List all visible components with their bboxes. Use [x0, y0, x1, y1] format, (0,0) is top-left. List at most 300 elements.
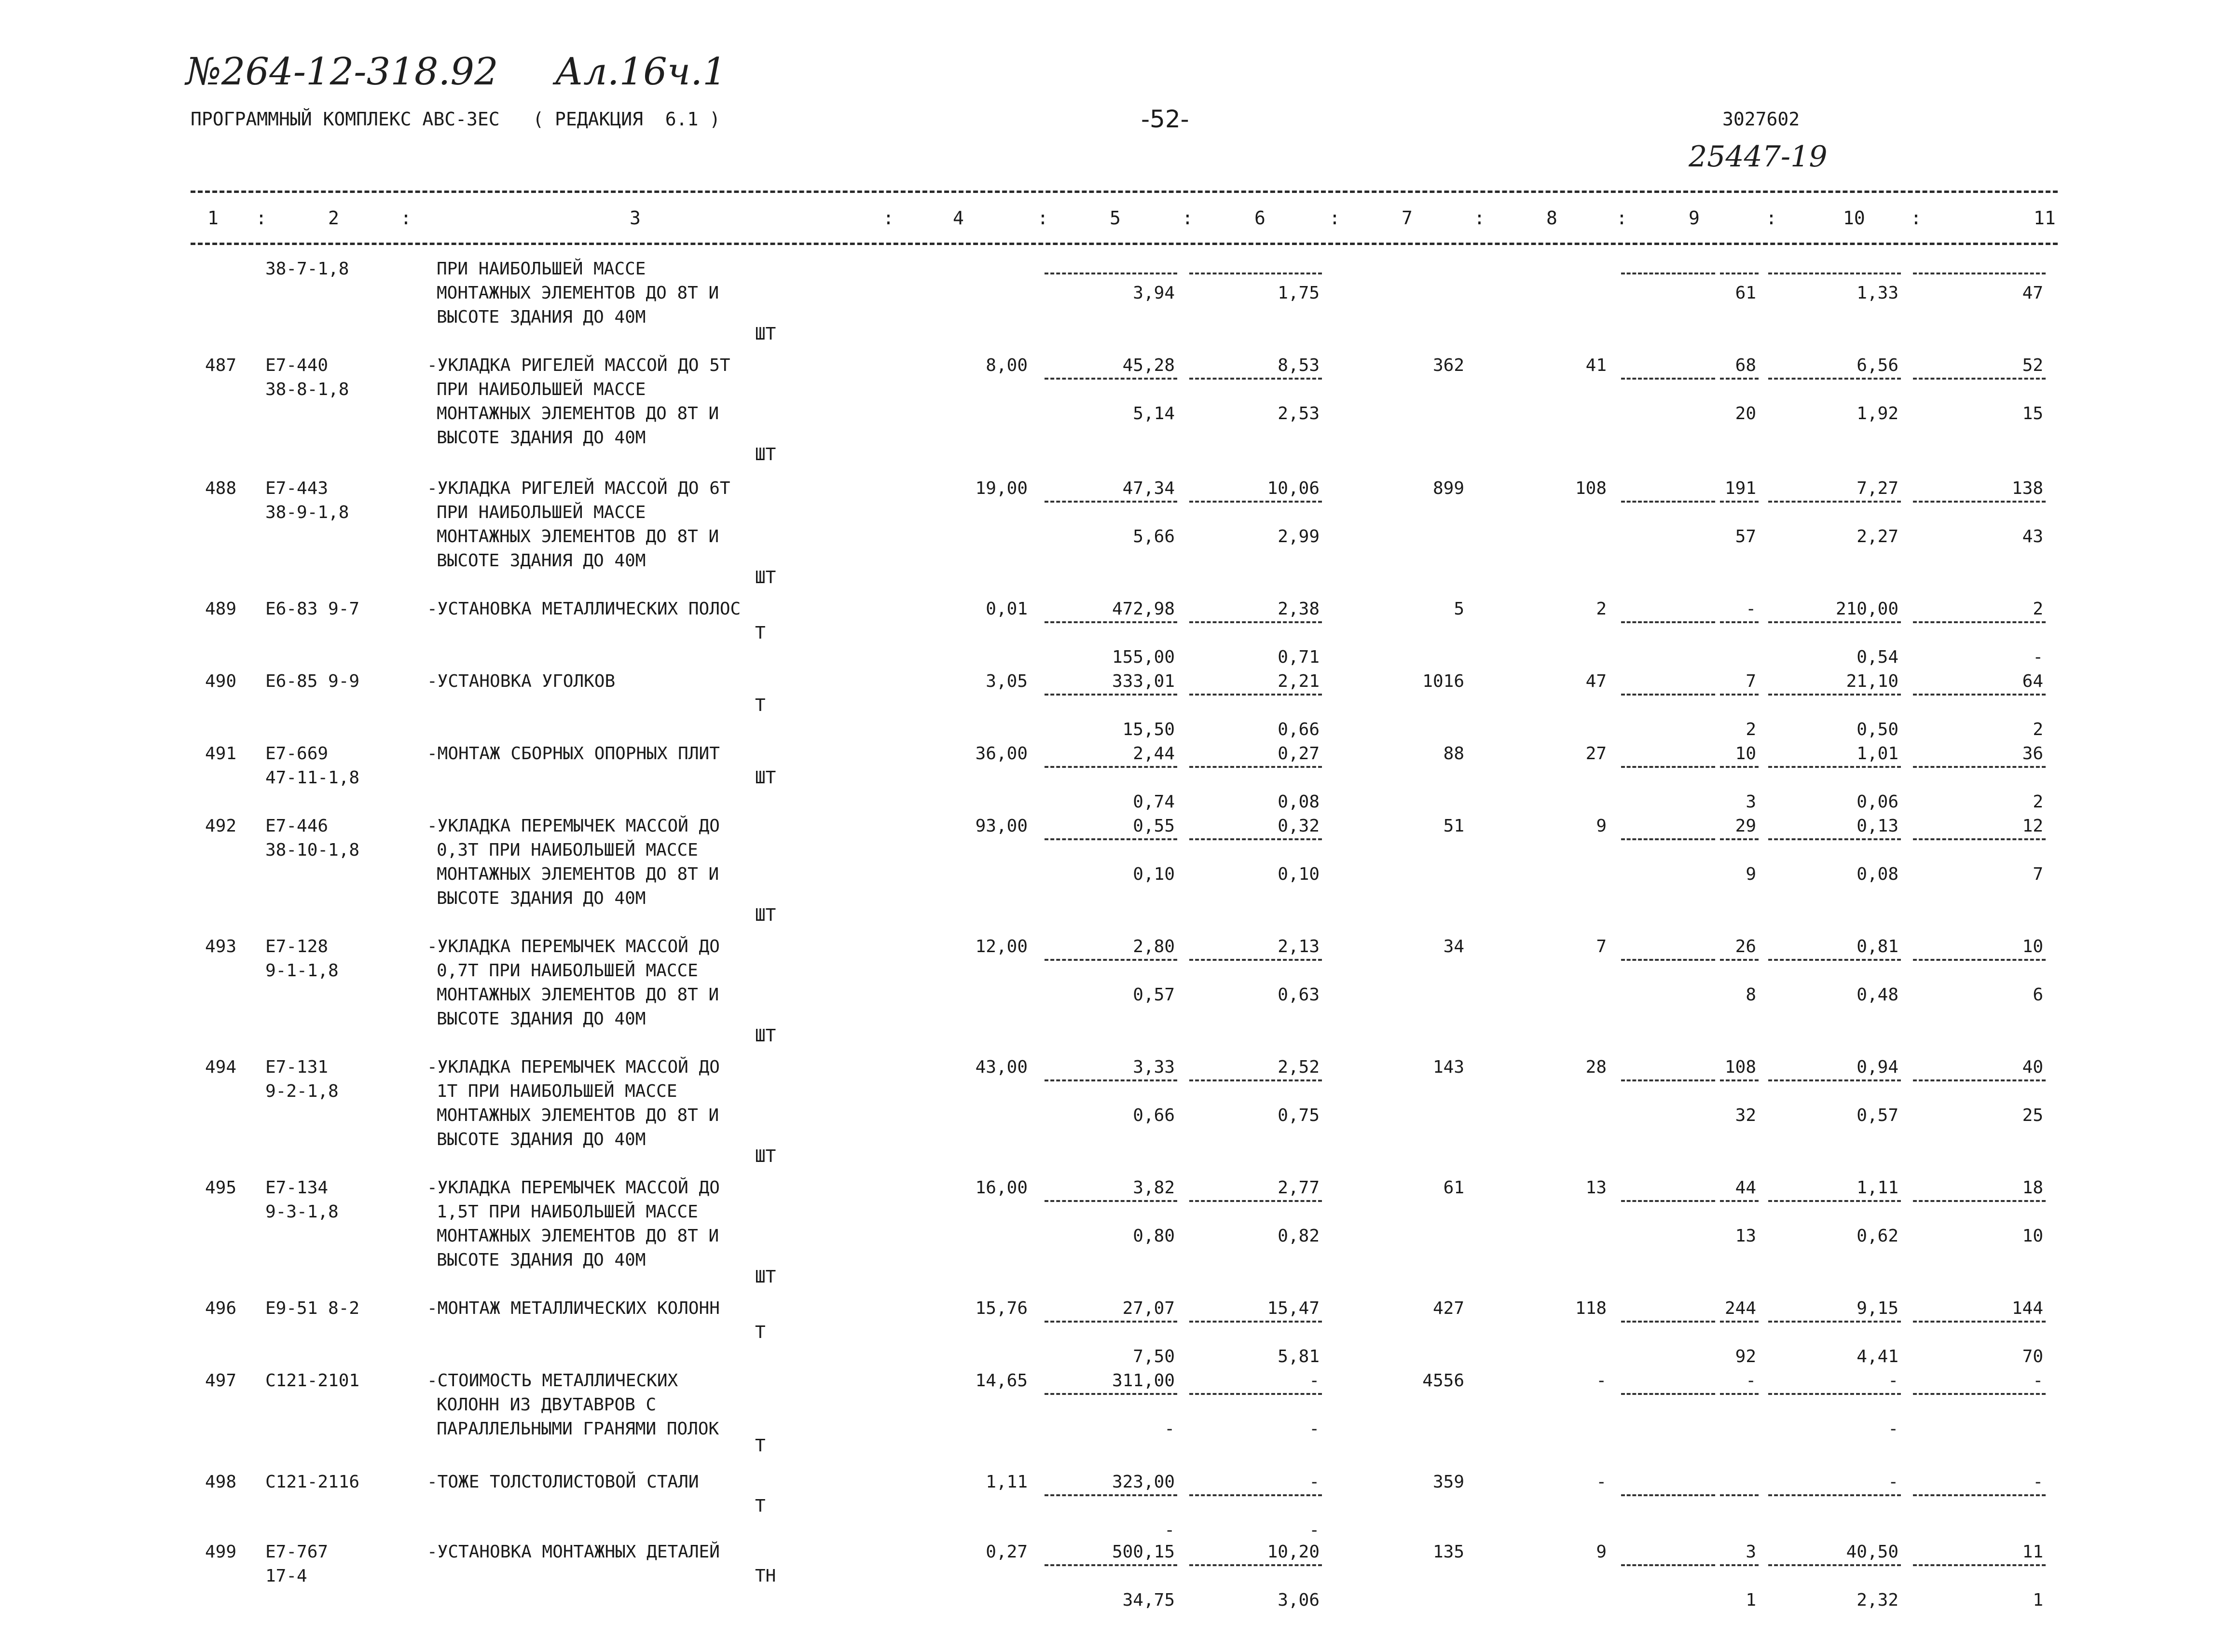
handwritten-album-note: Ал.16ч.1: [555, 50, 727, 94]
column-header-8: 8: [1546, 207, 1557, 229]
subtotal-dash: [1913, 1200, 2046, 1202]
header-bottom-rule: [191, 243, 2058, 245]
value-col10-labour: 0,48: [1857, 985, 1898, 1005]
row-description: МОНТАЖНЫХ ЭЛЕМЕНТОВ ДО 8Т И: [437, 283, 719, 303]
subtotal-dash: [1045, 694, 1177, 696]
row-unit: Т: [755, 696, 766, 715]
value-col9-labour: 9: [1746, 864, 1756, 884]
value-col10: 0,94: [1857, 1057, 1898, 1077]
value-col5: 2,80: [1133, 937, 1175, 956]
value-col6-labour: 5,81: [1278, 1347, 1320, 1366]
value-col9-labour: 13: [1735, 1226, 1756, 1246]
value-col10: 1,11: [1857, 1178, 1898, 1198]
value-quantity: 3,05: [986, 671, 1028, 691]
subtotal-dash: [1913, 273, 2046, 274]
column-header-4: 4: [953, 207, 964, 229]
row-description: ПРИ НАИБОЛЬШЕЙ МАССЕ: [437, 503, 646, 522]
row-description: -УКЛАДКА ПЕРЕМЫЧЕК МАССОЙ ДО: [427, 1057, 720, 1077]
value-col9: 68: [1735, 355, 1756, 375]
subtotal-dash: [1045, 1494, 1177, 1496]
value-col10: 9,15: [1857, 1298, 1898, 1318]
value-col7: 51: [1443, 816, 1464, 836]
value-col7: 34: [1443, 937, 1464, 956]
subtotal-dash: [1189, 1079, 1322, 1081]
value-col6-labour: 0,66: [1278, 720, 1320, 739]
subtotal-dash: [1768, 501, 1901, 503]
value-col5-labour: 15,50: [1122, 720, 1175, 739]
value-col8: -: [1596, 1472, 1607, 1492]
value-quantity: 19,00: [975, 478, 1028, 498]
value-col6: 2,13: [1278, 937, 1320, 956]
value-col9-labour: 20: [1735, 404, 1756, 423]
subtotal-dash: [1768, 766, 1901, 768]
header-top-rule: [191, 191, 2058, 193]
row-description: ВЫСОТЕ ЗДАНИЯ ДО 40М: [437, 1250, 646, 1270]
subtotal-dash: [1045, 1321, 1177, 1323]
column-separator: :: [1766, 207, 1777, 229]
row-number: 494: [205, 1057, 237, 1077]
value-col10: 40,50: [1846, 1542, 1898, 1562]
row-description: 0,3Т ПРИ НАИБОЛЬШЕЙ МАССЕ: [437, 840, 698, 860]
value-col5-labour: 5,66: [1133, 527, 1175, 546]
row-description: -УКЛАДКА РИГЕЛЕЙ МАССОЙ ДО 6Т: [427, 478, 730, 498]
subtotal-dash: [1913, 838, 2046, 840]
value-col5-labour: 7,50: [1133, 1347, 1175, 1366]
row-description: 0,7Т ПРИ НАИБОЛЬШЕЙ МАССЕ: [437, 961, 698, 981]
column-header-9: 9: [1689, 207, 1700, 229]
handwritten-doc-number: №264-12-318.92: [186, 50, 498, 94]
value-col9: 7: [1746, 671, 1756, 691]
subtotal-dash: [1621, 378, 1715, 380]
value-col8: 9: [1596, 1542, 1607, 1562]
value-col5-labour: 155,00: [1112, 647, 1175, 667]
value-col6: 8,53: [1278, 355, 1320, 375]
value-col10-labour: 1,33: [1857, 283, 1898, 303]
row-description: -УСТАНОВКА УГОЛКОВ: [427, 671, 616, 691]
subtotal-dash: [1720, 766, 1759, 768]
column-header-10: 10: [1843, 207, 1865, 229]
subtotal-dash: [1621, 273, 1715, 274]
value-col5: 333,01: [1112, 671, 1175, 691]
row-code: Е6-85 9-9: [265, 671, 360, 691]
row-code: Е9-51 8-2: [265, 1298, 360, 1318]
value-col10-labour: 0,62: [1857, 1226, 1898, 1246]
row-unit: ШТ: [755, 1026, 776, 1046]
row-code: Е7-767: [265, 1542, 329, 1562]
subtotal-dash: [1913, 621, 2046, 623]
subtotal-dash: [1720, 273, 1759, 274]
value-col6: 10,20: [1267, 1542, 1320, 1562]
row-code: Е7-128: [265, 937, 329, 956]
row-unit: ШТ: [755, 445, 776, 464]
value-col5: 47,34: [1122, 478, 1175, 498]
subtotal-dash: [1913, 1564, 2046, 1566]
subtotal-dash: [1621, 1564, 1715, 1566]
value-col10-labour: -: [1888, 1419, 1898, 1439]
subtotal-dash: [1720, 838, 1759, 840]
subtotal-dash: [1720, 1564, 1759, 1566]
program-title: ПРОГРАММНЫЙ КОМПЛЕКС АВС-3ЕС ( РЕДАКЦИЯ 6.1 ): [191, 109, 721, 130]
value-col6: 0,27: [1278, 744, 1320, 764]
row-number: 499: [205, 1542, 237, 1562]
value-col11-labour: 6: [2033, 985, 2043, 1005]
value-col7: 427: [1432, 1298, 1464, 1318]
value-col5: 323,00: [1112, 1472, 1175, 1492]
value-col6-labour: 0,10: [1278, 864, 1320, 884]
subtotal-dash: [1913, 694, 2046, 696]
row-description: МОНТАЖНЫХ ЭЛЕМЕНТОВ ДО 8Т И: [437, 1226, 719, 1246]
value-col9: 26: [1735, 937, 1756, 956]
value-col5-labour: -: [1164, 1419, 1175, 1439]
value-col8: 28: [1585, 1057, 1607, 1077]
value-col11-labour: 2: [2033, 792, 2043, 812]
subtotal-dash: [1621, 1079, 1715, 1081]
subtotal-dash: [1189, 1321, 1322, 1323]
row-description: -УКЛАДКА ПЕРЕМЫЧЕК МАССОЙ ДО: [427, 937, 720, 956]
subtotal-dash: [1621, 1321, 1715, 1323]
value-col8: 118: [1575, 1298, 1607, 1318]
value-col6: 15,47: [1267, 1298, 1320, 1318]
value-col6-labour: 0,71: [1278, 647, 1320, 667]
column-separator: :: [400, 207, 412, 229]
row-description: КОЛОНН ИЗ ДВУТАВРОВ С: [437, 1395, 657, 1415]
row-number: 493: [205, 937, 237, 956]
value-col11: 64: [2022, 671, 2043, 691]
subtotal-dash: [1621, 766, 1715, 768]
page-number: -52-: [1141, 105, 1189, 133]
row-description: -УСТАНОВКА МЕТАЛЛИЧЕСКИХ ПОЛОС: [427, 599, 741, 619]
subtotal-dash: [1768, 1393, 1901, 1395]
value-col6: -: [1309, 1472, 1320, 1492]
row-code: Е7-440: [265, 355, 329, 375]
value-col11: -: [2033, 1371, 2043, 1391]
value-col11: 10: [2022, 937, 2043, 956]
value-col11-labour: -: [2033, 647, 2043, 667]
subtotal-dash: [1045, 1079, 1177, 1081]
subtotal-dash: [1621, 1494, 1715, 1496]
value-col6-labour: 0,82: [1278, 1226, 1320, 1246]
value-quantity: 1,11: [986, 1472, 1028, 1492]
column-header-5: 5: [1110, 207, 1121, 229]
row-unit: Т: [755, 1496, 766, 1516]
row-unit: Т: [755, 1323, 766, 1342]
row-number: 487: [205, 355, 237, 375]
value-col5: 27,07: [1122, 1298, 1175, 1318]
value-col9-labour: 1: [1746, 1590, 1756, 1610]
subtotal-dash: [1621, 621, 1715, 623]
column-separator: :: [1329, 207, 1340, 229]
subtotal-dash: [1720, 501, 1759, 503]
value-quantity: 16,00: [975, 1178, 1028, 1198]
value-col5-labour: 0,66: [1133, 1106, 1175, 1125]
subtotal-dash: [1621, 1200, 1715, 1202]
row-description: -УКЛАДКА РИГЕЛЕЙ МАССОЙ ДО 5Т: [427, 355, 730, 375]
value-col10: 210,00: [1835, 599, 1898, 619]
subtotal-dash: [1189, 378, 1322, 380]
row-code: 9-3-1,8: [265, 1202, 339, 1222]
subtotal-dash: [1720, 1200, 1759, 1202]
value-col5-labour: 0,10: [1133, 864, 1175, 884]
subtotal-dash: [1913, 1393, 2046, 1395]
value-col10-labour: 0,50: [1857, 720, 1898, 739]
value-col6-labour: -: [1309, 1520, 1320, 1540]
value-col5: 472,98: [1112, 599, 1175, 619]
value-col10: 1,01: [1857, 744, 1898, 764]
subtotal-dash: [1045, 378, 1177, 380]
value-col10-labour: 1,92: [1857, 404, 1898, 423]
value-col8: 108: [1575, 478, 1607, 498]
subtotal-dash: [1189, 1494, 1322, 1496]
value-col10: -: [1888, 1371, 1898, 1391]
subtotal-dash: [1913, 378, 2046, 380]
value-col6-labour: -: [1309, 1419, 1320, 1439]
subtotal-dash: [1189, 1564, 1322, 1566]
subtotal-dash: [1913, 1079, 2046, 1081]
value-col9-labour: 3: [1746, 792, 1756, 812]
subtotal-dash: [1720, 1079, 1759, 1081]
value-quantity: 93,00: [975, 816, 1028, 836]
value-col11: 40: [2022, 1057, 2043, 1077]
value-quantity: 12,00: [975, 937, 1028, 956]
column-separator: :: [1616, 207, 1627, 229]
value-col11: 52: [2022, 355, 2043, 375]
value-col9-labour: 61: [1735, 283, 1756, 303]
column-separator: :: [1474, 207, 1485, 229]
value-quantity: 0,27: [986, 1542, 1028, 1562]
subtotal-dash: [1768, 1494, 1901, 1496]
value-col8: 13: [1585, 1178, 1607, 1198]
row-description: 1,5Т ПРИ НАИБОЛЬШЕЙ МАССЕ: [437, 1202, 698, 1222]
value-quantity: 43,00: [975, 1057, 1028, 1077]
row-description: -УСТАНОВКА МОНТАЖНЫХ ДЕТАЛЕЙ: [427, 1542, 720, 1562]
value-col9: 3: [1746, 1542, 1756, 1562]
row-unit: ШТ: [755, 1267, 776, 1287]
value-col9: 10: [1735, 744, 1756, 764]
value-col8: 27: [1585, 744, 1607, 764]
value-col7: 88: [1443, 744, 1464, 764]
row-unit: ШТ: [755, 568, 776, 587]
row-description: -УКЛАДКА ПЕРЕМЫЧЕК МАССОЙ ДО: [427, 816, 720, 836]
value-col5-labour: 0,74: [1133, 792, 1175, 812]
value-col11-labour: 7: [2033, 864, 2043, 884]
value-col5: 0,55: [1133, 816, 1175, 836]
document-code: 3027602: [1722, 109, 1800, 130]
value-quantity: 8,00: [986, 355, 1028, 375]
row-unit: ТН: [755, 1566, 776, 1586]
value-col6: 2,21: [1278, 671, 1320, 691]
value-col5: 500,15: [1112, 1542, 1175, 1562]
column-header-3: 3: [630, 207, 641, 229]
value-col8: 2: [1596, 599, 1607, 619]
row-number: 488: [205, 478, 237, 498]
subtotal-dash: [1045, 766, 1177, 768]
value-col5-labour: -: [1164, 1520, 1175, 1540]
subtotal-dash: [1913, 501, 2046, 503]
value-col10-labour: 0,08: [1857, 864, 1898, 884]
value-col6-labour: 2,99: [1278, 527, 1320, 546]
value-col5-labour: 3,94: [1133, 283, 1175, 303]
value-col9-labour: 32: [1735, 1106, 1756, 1125]
value-col11-labour: 2: [2033, 720, 2043, 739]
subtotal-dash: [1720, 1321, 1759, 1323]
value-col11-labour: 25: [2022, 1106, 2043, 1125]
value-col7: 61: [1443, 1178, 1464, 1198]
value-col5: 3,82: [1133, 1178, 1175, 1198]
value-col10: 21,10: [1846, 671, 1898, 691]
subtotal-dash: [1913, 766, 2046, 768]
row-code: Е7-131: [265, 1057, 329, 1077]
row-description: МОНТАЖНЫХ ЭЛЕМЕНТОВ ДО 8Т И: [437, 1106, 719, 1125]
value-col6-labour: 3,06: [1278, 1590, 1320, 1610]
value-col11-labour: 10: [2022, 1226, 2043, 1246]
row-description: -МОНТАЖ МЕТАЛЛИЧЕСКИХ КОЛОНН: [427, 1298, 720, 1318]
value-col10-labour: 4,41: [1857, 1347, 1898, 1366]
subtotal-dash: [1621, 501, 1715, 503]
subtotal-dash: [1045, 1200, 1177, 1202]
subtotal-dash: [1621, 959, 1715, 961]
row-code: 38-10-1,8: [265, 840, 360, 860]
row-code: С121-2101: [265, 1371, 360, 1391]
value-col10: 6,56: [1857, 355, 1898, 375]
value-col6: 2,77: [1278, 1178, 1320, 1198]
value-col11: 11: [2022, 1542, 2043, 1562]
row-code: Е7-134: [265, 1178, 329, 1198]
subtotal-dash: [1720, 378, 1759, 380]
row-description: МОНТАЖНЫХ ЭЛЕМЕНТОВ ДО 8Т И: [437, 864, 719, 884]
subtotal-dash: [1768, 1079, 1901, 1081]
row-description: ВЫСОТЕ ЗДАНИЯ ДО 40М: [437, 307, 646, 327]
subtotal-dash: [1621, 1393, 1715, 1395]
row-unit: ШТ: [755, 768, 776, 788]
value-col9: 191: [1724, 478, 1756, 498]
subtotal-dash: [1720, 621, 1759, 623]
row-number: 490: [205, 671, 237, 691]
value-col6: 0,32: [1278, 816, 1320, 836]
value-col11: -: [2033, 1472, 2043, 1492]
value-col11-labour: 43: [2022, 527, 2043, 546]
column-header-7: 7: [1402, 207, 1413, 229]
value-col11-labour: 1: [2033, 1590, 2043, 1610]
value-col8: 9: [1596, 816, 1607, 836]
subtotal-dash: [1768, 694, 1901, 696]
column-separator: :: [1037, 207, 1048, 229]
value-col10: 7,27: [1857, 478, 1898, 498]
value-col6: 10,06: [1267, 478, 1320, 498]
row-number: 491: [205, 744, 237, 764]
subtotal-dash: [1768, 621, 1901, 623]
value-col10-labour: 0,57: [1857, 1106, 1898, 1125]
row-description: ВЫСОТЕ ЗДАНИЯ ДО 40М: [437, 551, 646, 571]
value-col10-labour: 2,27: [1857, 527, 1898, 546]
subtotal-dash: [1621, 838, 1715, 840]
value-col8: 47: [1585, 671, 1607, 691]
subtotal-dash: [1045, 959, 1177, 961]
column-header-2: 2: [328, 207, 339, 229]
value-quantity: 36,00: [975, 744, 1028, 764]
row-code: Е6-83 9-7: [265, 599, 360, 619]
value-col11: 138: [2011, 478, 2043, 498]
row-code: Е7-669: [265, 744, 329, 764]
value-col9: 29: [1735, 816, 1756, 836]
column-header-6: 6: [1254, 207, 1265, 229]
row-code: 9-1-1,8: [265, 961, 339, 981]
row-code: 17-4: [265, 1566, 307, 1586]
value-col5-labour: 5,14: [1133, 404, 1175, 423]
subtotal-dash: [1045, 1393, 1177, 1395]
subtotal-dash: [1045, 1564, 1177, 1566]
value-col5: 3,33: [1133, 1057, 1175, 1077]
subtotal-dash: [1189, 501, 1322, 503]
value-col10: -: [1888, 1472, 1898, 1492]
row-description: ВЫСОТЕ ЗДАНИЯ ДО 40М: [437, 428, 646, 448]
row-description: ВЫСОТЕ ЗДАНИЯ ДО 40М: [437, 1130, 646, 1149]
value-col7: 362: [1432, 355, 1464, 375]
value-col7: 5: [1454, 599, 1464, 619]
subtotal-dash: [1189, 273, 1322, 274]
value-col7: 143: [1432, 1057, 1464, 1077]
value-col10-labour: 0,54: [1857, 647, 1898, 667]
subtotal-dash: [1720, 1393, 1759, 1395]
value-col7: 135: [1432, 1542, 1464, 1562]
value-col8: 41: [1585, 355, 1607, 375]
row-code: 38-8-1,8: [265, 380, 349, 399]
row-description: МОНТАЖНЫХ ЭЛЕМЕНТОВ ДО 8Т И: [437, 404, 719, 423]
column-header-1: 1: [207, 207, 219, 229]
row-description: ВЫСОТЕ ЗДАНИЯ ДО 40М: [437, 1009, 646, 1029]
value-col10: 0,13: [1857, 816, 1898, 836]
value-col10-labour: 0,06: [1857, 792, 1898, 812]
row-description: ПРИ НАИБОЛЬШЕЙ МАССЕ: [437, 380, 646, 399]
subtotal-dash: [1189, 1200, 1322, 1202]
value-col11: 144: [2011, 1298, 2043, 1318]
column-separator: :: [1182, 207, 1193, 229]
value-quantity: 14,65: [975, 1371, 1028, 1391]
value-col11-labour: 70: [2022, 1347, 2043, 1366]
row-description: МОНТАЖНЫХ ЭЛЕМЕНТОВ ДО 8Т И: [437, 527, 719, 546]
row-code: Е7-446: [265, 816, 329, 836]
value-col6: 2,52: [1278, 1057, 1320, 1077]
value-col5: 311,00: [1112, 1371, 1175, 1391]
row-description: ВЫСОТЕ ЗДАНИЯ ДО 40М: [437, 888, 646, 908]
row-description: -УКЛАДКА ПЕРЕМЫЧЕК МАССОЙ ДО: [427, 1178, 720, 1198]
value-col11: 12: [2022, 816, 2043, 836]
subtotal-dash: [1768, 1200, 1901, 1202]
subtotal-dash: [1768, 273, 1901, 274]
value-col6-labour: 2,53: [1278, 404, 1320, 423]
column-header-11: 11: [2034, 207, 2056, 229]
value-col9-labour: 57: [1735, 527, 1756, 546]
value-col11: 36: [2022, 744, 2043, 764]
value-col6-labour: 0,75: [1278, 1106, 1320, 1125]
row-unit: ШТ: [755, 1147, 776, 1166]
value-col8: -: [1596, 1371, 1607, 1391]
value-col8: 7: [1596, 937, 1607, 956]
subtotal-dash: [1913, 959, 2046, 961]
row-description: 1Т ПРИ НАИБОЛЬШЕЙ МАССЕ: [437, 1081, 677, 1101]
row-unit: ШТ: [755, 905, 776, 925]
row-unit: Т: [755, 623, 766, 643]
subtotal-dash: [1189, 1393, 1322, 1395]
subtotal-dash: [1768, 1321, 1901, 1323]
value-col5: 2,44: [1133, 744, 1175, 764]
value-col5: 45,28: [1122, 355, 1175, 375]
row-description: ПАРАЛЛЕЛЬНЫМИ ГРАНЯМИ ПОЛОК: [437, 1419, 719, 1439]
value-col9-labour: 92: [1735, 1347, 1756, 1366]
subtotal-dash: [1189, 766, 1322, 768]
subtotal-dash: [1720, 959, 1759, 961]
row-code: 38-9-1,8: [265, 503, 349, 522]
subtotal-dash: [1621, 694, 1715, 696]
